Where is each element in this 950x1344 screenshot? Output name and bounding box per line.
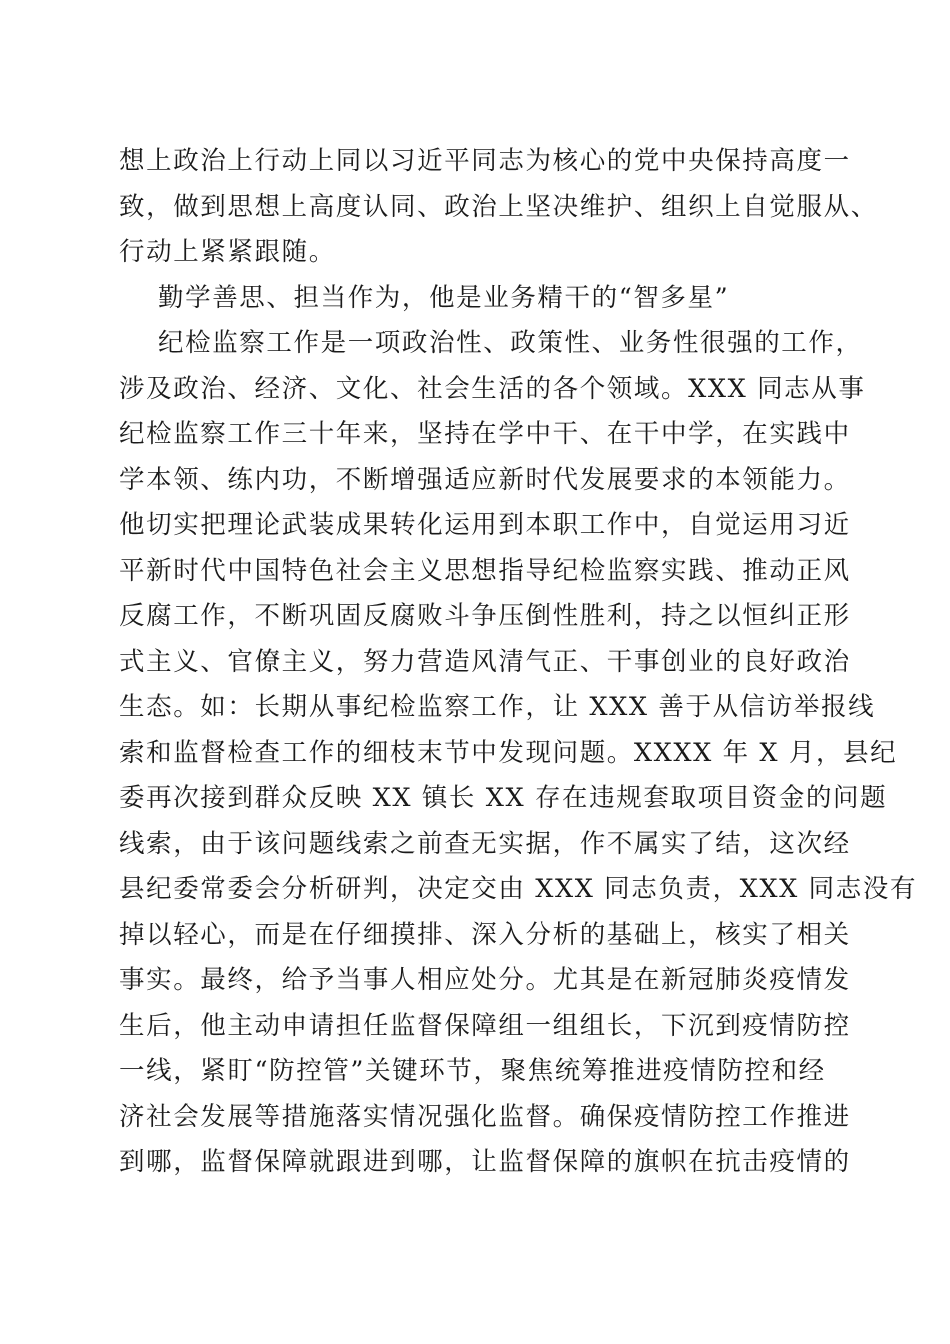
text-line: 事实。最终，给予当事人相应处分。尤其是在新冠肺炎疫情发 xyxy=(119,965,851,995)
text-line: 索和监督检查工作的细枝末节中发现问题。XXXX 年 X 月，县纪 xyxy=(119,737,898,768)
text-line: 到哪，监督保障就跟进到哪，让监督保障的旗帜在抗击疫情的 xyxy=(119,1147,851,1177)
text-line: 纪检监察工作是一项政治性、政策性、业务性很强的工作， xyxy=(158,328,863,358)
text-line: 想上政治上行动上同以习近平同志为核心的党中央保持高度一 xyxy=(119,146,851,176)
text-line: 生态。如：长期从事纪检监察工作，让 XXX 善于从信访举报线 xyxy=(119,692,876,722)
text-line: 学本领、练内功，不断增强适应新时代发展要求的本领能力。 xyxy=(119,464,851,495)
text-line: 行动上紧紧跟随。 xyxy=(119,237,336,267)
body-text xyxy=(119,139,918,1186)
text-line: 线索，由于该问题线索之前查无实据，作不属实了结，这次经 xyxy=(119,828,851,859)
text-line: 反腐工作，不断巩固反腐败斗争压倒性胜利，持之以恒纠正形 xyxy=(119,601,851,631)
text-line: 委再次接到群众反映 XX 镇长 XX 存在违规套取项目资金的问题 xyxy=(119,783,888,813)
text-line: 县纪委常委会分析研判，决定交由 XXX 同志负责，XXX 同志没有 xyxy=(119,874,918,904)
text-line: 一线，紧盯“防控管”关键环节，聚焦统筹推进疫情防控和经 xyxy=(119,1056,826,1086)
text-line: 纪检监察工作三十年来，坚持在学中干、在干中学，在实践中 xyxy=(119,419,851,449)
text-line: 掉以轻心，而是在仔细摸排、深入分析的基础上，核实了相关 xyxy=(119,919,851,950)
text-line: 致，做到思想上高度认同、政治上坚决维护、组织上自觉服从、 xyxy=(119,191,878,222)
text-line: 他切实把理论武装成果转化运用到本职工作中，自觉运用习近 xyxy=(119,510,851,540)
text-line: 涉及政治、经济、文化、社会生活的各个领域。XXX 同志从事 xyxy=(119,373,866,404)
text-line: 济社会发展等措施落实情况强化监督。确保疫情防控工作推进 xyxy=(119,1101,851,1132)
text-line: 式主义、官僚主义，努力营造风清气正、干事创业的良好政治 xyxy=(119,646,851,677)
text-line: 平新时代中国特色社会主义思想指导纪检监察实践、推动正风 xyxy=(119,555,851,586)
section-heading: 勤学善思、担当作为，他是业务精干的“智多星” xyxy=(158,282,730,313)
text-line: 生后，他主动申请担任监督保障组一组组长，下沉到疫情防控 xyxy=(119,1010,851,1041)
